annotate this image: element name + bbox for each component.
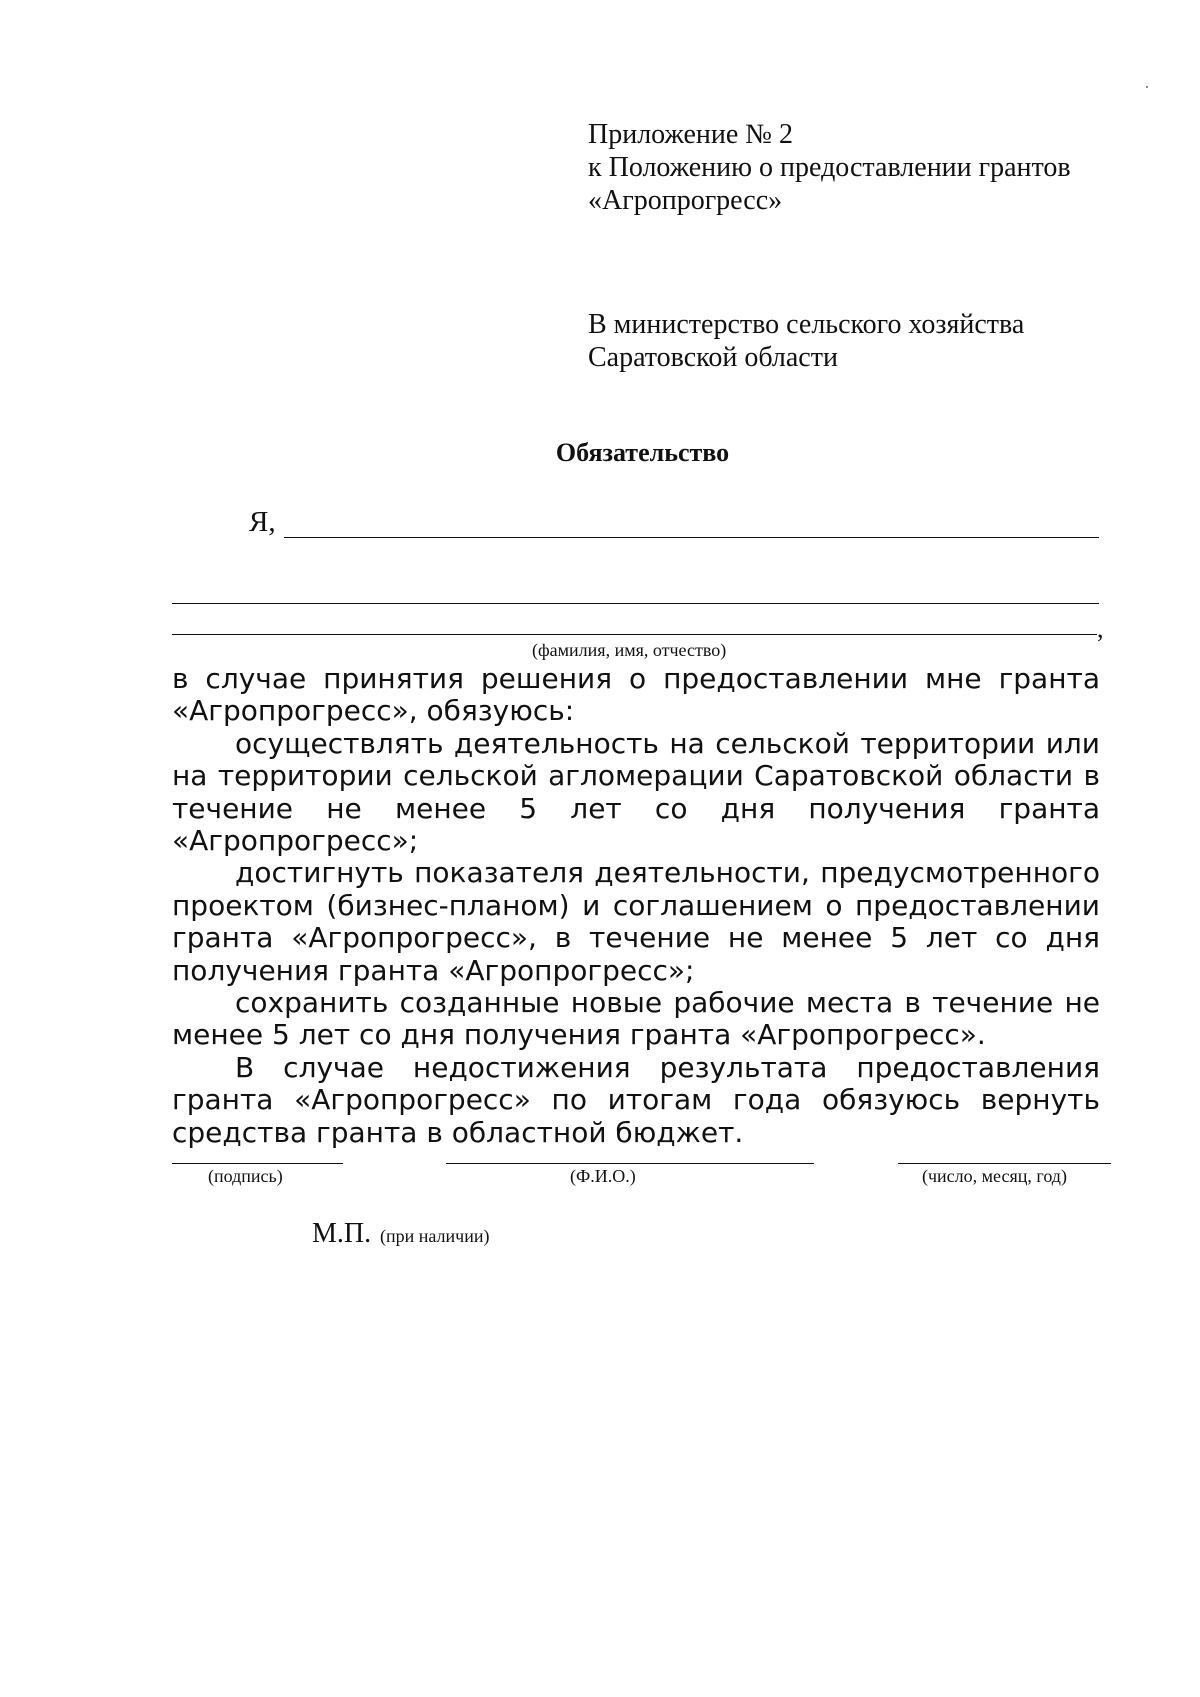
addressee-line-1: В министерство сельского хозяйства (588, 309, 1025, 340)
obligation-body (172, 663, 1100, 1149)
signer-name-field-line[interactable] (446, 1163, 814, 1164)
signature-field-line[interactable] (172, 1163, 343, 1164)
declarant-name-field-line-2[interactable] (172, 603, 1099, 604)
obligation-item-jobs: сохранить созданные новые рабочие места в течение не менее 5 лет со дня получения гранта «Агропрогресс». (172, 986, 1100, 1052)
declarant-name-field-line-1[interactable] (284, 537, 1099, 538)
annex-program: «Агропрогресс» (588, 185, 783, 216)
obligation-refund-clause: В случае недостижения результата предоставления гранта «Агропрогресс» по итогам года обязуюсь вернуть средства гранта в областной бюджет. (172, 1050, 1100, 1149)
declarant-prefix: Я, (249, 506, 276, 538)
declarant-name-caption: (фамилия, имя, отчество) (532, 640, 727, 660)
signature-caption: (подпись) (208, 1166, 283, 1186)
declarant-comma: , (1097, 614, 1104, 643)
addressee-block (588, 308, 1024, 374)
stamp-label: М.П. (312, 1218, 372, 1249)
addressee-line-2: Саратовской области (588, 342, 838, 373)
declarant-name-field-line-3[interactable] (172, 634, 1097, 635)
scan-speck (1146, 86, 1148, 88)
document-title: Обязательство (555, 438, 730, 467)
obligation-item-indicator: достигнуть показателя деятельности, предусмотренного проектом (бизнес-планом) и соглашением о предоставлении гранта «Агропрогресс», в течение не менее 5 лет со дня получения гранта «Агропрогресс»; (172, 856, 1100, 987)
annex-reference: к Положению о предоставлении грантов (588, 152, 1071, 183)
signer-name-caption: (Ф.И.О.) (570, 1166, 636, 1186)
stamp-note: (при наличии) (380, 1226, 490, 1246)
obligation-intro: в случае принятия решения о предоставлении мне гранта «Агропрогресс», обязуюсь: (172, 662, 1100, 728)
date-caption: (число, месяц, год) (922, 1166, 1067, 1186)
date-field-line[interactable] (898, 1163, 1111, 1164)
annex-header (588, 118, 1071, 217)
obligation-item-territory: осуществлять деятельность на сельской территории или на территории сельской агломерации Саратовской области в течение не менее 5 лет со дня получения гранта «Агропрогресс»; (172, 726, 1100, 858)
annex-number: Приложение № 2 (588, 119, 793, 150)
